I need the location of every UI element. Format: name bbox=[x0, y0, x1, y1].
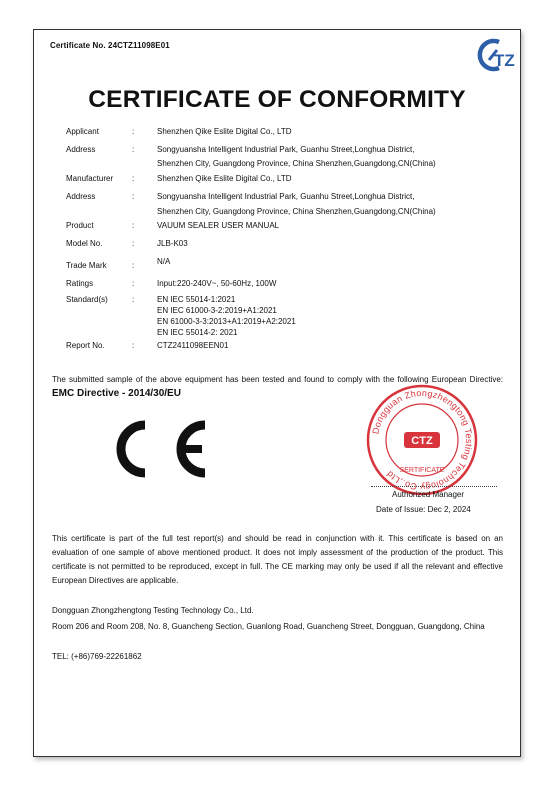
colon: : bbox=[132, 127, 135, 136]
colon: : bbox=[132, 239, 135, 248]
value-standard-2: EN IEC 61000-3-2:2019+A1:2021 bbox=[157, 306, 277, 315]
signature-title: Authorized Manager bbox=[392, 490, 465, 499]
directive-name: EMC Directive - 2014/30/EU bbox=[52, 388, 181, 399]
value-applicant: Shenzhen Qike Eslite Digital Co., LTD bbox=[157, 127, 292, 136]
value-manufacturer: Shenzhen Qike Eslite Digital Co., LTD bbox=[157, 174, 292, 183]
colon: : bbox=[132, 341, 135, 350]
value-trade-mark: N/A bbox=[157, 257, 171, 266]
colon: : bbox=[132, 221, 135, 230]
colon: : bbox=[132, 279, 135, 288]
label-model-no: Model No. bbox=[66, 239, 103, 248]
company-tel: TEL: (+86)769-22261862 bbox=[52, 652, 142, 661]
label-report-no: Report No. bbox=[66, 341, 105, 350]
company-address: Room 206 and Room 208, No. 8, Guancheng Section, Guanlong Road, Guancheng Street, Dongguan, Guangdong, China bbox=[52, 622, 485, 631]
value-ratings: Input:220-240V~, 50-60Hz, 100W bbox=[157, 279, 277, 288]
label-applicant: Applicant bbox=[66, 127, 99, 136]
value-standard-1: EN IEC 55014-1:2021 bbox=[157, 295, 236, 304]
signature-line bbox=[371, 486, 497, 487]
label-address: Address bbox=[66, 145, 96, 154]
colon: : bbox=[132, 192, 135, 201]
company-seal-icon bbox=[366, 384, 478, 496]
seal-ring-text: Dongguan Zhongzhengtong Testing Technology Co.,Ltd bbox=[370, 387, 475, 493]
label-ratings: Ratings bbox=[66, 279, 94, 288]
seal-bottom-text: SERTIFICATE bbox=[399, 467, 445, 474]
label-address: Address bbox=[66, 192, 96, 201]
ctz-logo-icon bbox=[472, 36, 522, 72]
colon: : bbox=[132, 295, 135, 304]
seal-center-text: CTZ bbox=[411, 435, 433, 447]
value-report-no: CTZ2411098EEN01 bbox=[157, 341, 229, 350]
svg-text:TZ: TZ bbox=[494, 51, 515, 70]
value-manufacturer-address-line1: Songyuansha Intelligent Industrial Park, Guanhu Street,Longhua District, bbox=[157, 192, 415, 201]
document-title: CERTIFICATE OF CONFORMITY bbox=[88, 86, 466, 113]
label-product: Product bbox=[66, 221, 94, 230]
value-manufacturer-address-line2: Shenzhen City, Guangdong Province, China Shenzhen,Guangdong,CN(China) bbox=[157, 207, 436, 216]
label-manufacturer: Manufacturer bbox=[66, 174, 114, 183]
label-trade-mark: Trade Mark bbox=[66, 261, 107, 270]
date-of-issue: Date of Issue: Dec 2, 2024 bbox=[376, 505, 471, 514]
colon: : bbox=[132, 145, 135, 154]
value-standard-4: EN IEC 55014-2: 2021 bbox=[157, 328, 238, 337]
colon: : bbox=[132, 174, 135, 183]
value-standard-3: EN 61000-3-3:2013+A1:2019+A2:2021 bbox=[157, 317, 296, 326]
company-name: Dongguan Zhongzhengtong Testing Technology Co., Ltd. bbox=[52, 606, 254, 615]
colon: : bbox=[132, 261, 135, 270]
statement-text: The submitted sample of the above equipment has been tested and found to comply with the following European Directive: bbox=[52, 375, 503, 384]
value-model-no: JLB-K03 bbox=[157, 239, 188, 248]
label-standards: Standard(s) bbox=[66, 295, 108, 304]
disclaimer-text: This certificate is part of the full test report(s) and should be read in conjunction with it. This certificate is based on an evaluation of one sample of above mentioned product. It does not imply assessment of the production of the product. This certificate is not permitted to be reproduced, except in full. The CE marking may only be used if all the relevant and effective European Directives are applicable. bbox=[52, 534, 503, 585]
value-product: VAUUM SEALER USER MANUAL bbox=[157, 221, 280, 230]
certificate-number: Certificate No. 24CTZ11098E01 bbox=[50, 41, 170, 50]
ce-mark-icon bbox=[98, 420, 214, 478]
value-applicant-address-line2: Shenzhen City, Guangdong Province, China Shenzhen,Guangdong,CN(China) bbox=[157, 159, 436, 168]
value-applicant-address-line1: Songyuansha Intelligent Industrial Park, Guanhu Street,Longhua District, bbox=[157, 145, 415, 154]
